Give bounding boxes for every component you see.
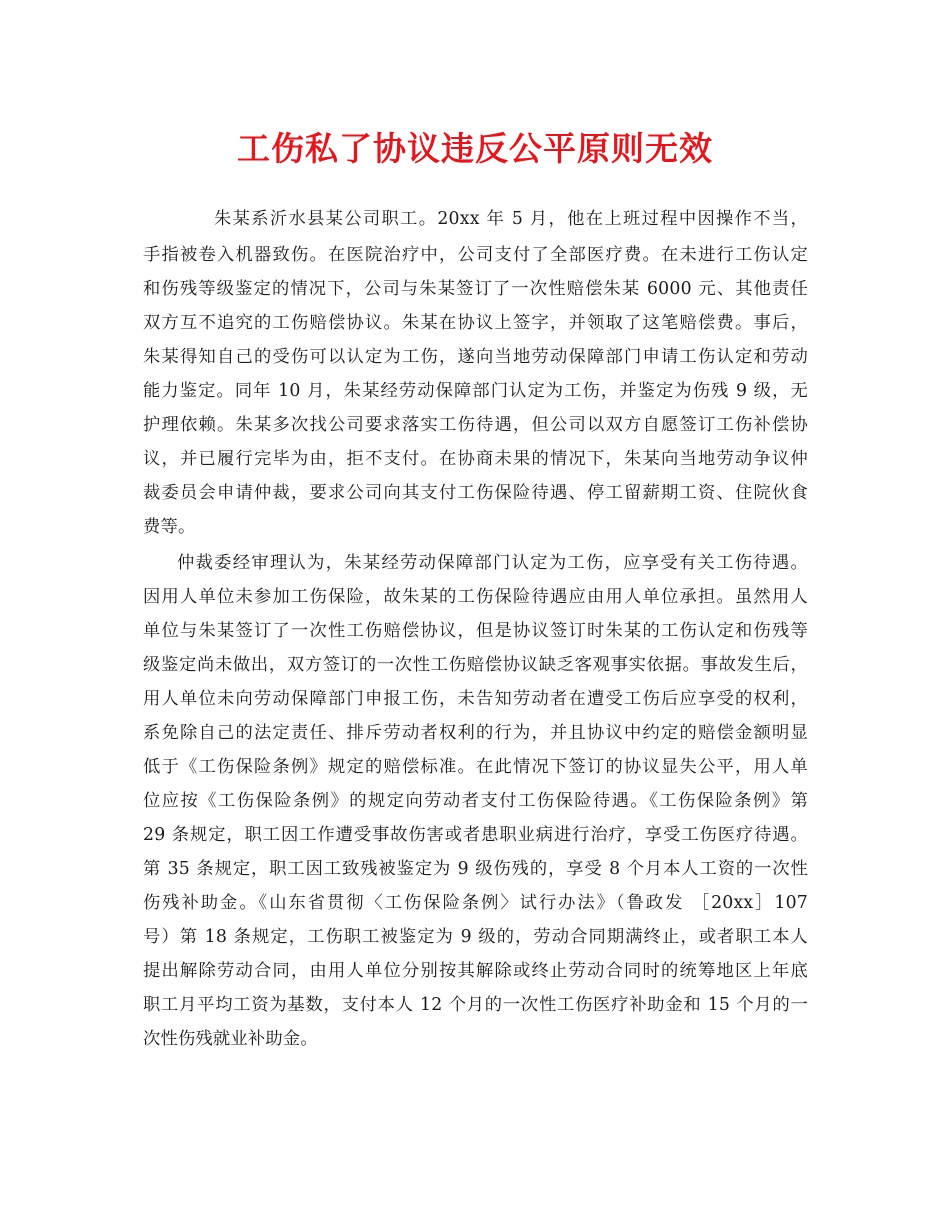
paragraph-2-line-14: 职工月平均工资为基数，支付本人 12 个月的一次性工伤医疗补助金和 15 个月的一 xyxy=(143,995,808,1015)
paragraph-2-line-12: 号）第 18 条规定，工伤职工被鉴定为 9 级的，劳动合同期满终止，或者职工本人 xyxy=(143,927,808,947)
paragraph-2-line-10: 第 35 条规定，职工因工致残被鉴定为 9 级伤残的，享受 8 个月本人工资的一次性 xyxy=(143,859,808,879)
paragraph-1-line-7: 护理依赖。朱某多次找公司要求落实工伤待遇，但公司以双方自愿签订工伤补偿协 xyxy=(143,415,808,435)
paragraph-1-line-2: 手指被卷入机器致伤。在医院治疗中，公司支付了全部医疗费。在未进行工伤认定 xyxy=(143,245,808,265)
paragraph-2-line-1: 仲裁委经审理认为，朱某经劳动保障部门认定为工伤，应享受有关工伤待遇。 xyxy=(177,553,808,573)
paragraph-2-line-9: 29 条规定，职工因工作遭受事故伤害或者患职业病进行治疗，享受工伤医疗待遇。 xyxy=(143,825,808,845)
paragraph-2-line-15: 次性伤残就业补助金。 xyxy=(143,1029,318,1049)
paragraph-1-line-5: 朱某得知自己的受伤可以认定为工伤，遂向当地劳动保障部门申请工伤认定和劳动 xyxy=(143,347,808,367)
paragraph-2-line-11: 伤残补助金。《山东省贯彻〈工伤保险条例〉试行办法》（鲁政发 ［20xx］107 xyxy=(143,893,808,913)
paragraph-1-line-8: 议，并已履行完毕为由，拒不支付。在协商未果的情况下，朱某向当地劳动争议仲 xyxy=(143,449,808,469)
paragraph-2-line-8: 位应按《工伤保险条例》的规定向劳动者支付工伤保险待遇。《工伤保险条例》第 xyxy=(143,791,808,811)
document-title: 工伤私了协议违反公平原则无效 xyxy=(237,129,713,168)
paragraph-2-line-6: 系免除自己的法定责任、排斥劳动者权利的行为，并且协议中约定的赔偿金额明显 xyxy=(143,723,808,743)
paragraph-1-line-10: 费等。 xyxy=(143,517,196,537)
paragraph-2-line-7: 低于《工伤保险条例》规定的赔偿标准。在此情况下签订的协议显失公平，用人单 xyxy=(143,757,808,777)
paragraph-2-line-2: 因用人单位未参加工伤保险，故朱某的工伤保险待遇应由用人单位承担。虽然用人 xyxy=(143,587,808,607)
paragraph-2-line-3: 单位与朱某签订了一次性工伤赔偿协议，但是协议签订时朱某的工伤认定和伤残等 xyxy=(143,621,808,641)
paragraph-2-line-13: 提出解除劳动合同，由用人单位分别按其解除或终止劳动合同时的统筹地区上年底 xyxy=(143,961,808,981)
paragraph-1-line-3: 和伤残等级鉴定的情况下，公司与朱某签订了一次性赔偿朱某 6000 元、其他责任 xyxy=(143,279,808,299)
paragraph-2-line-5: 用人单位未向劳动保障部门申报工伤，未告知劳动者在遭受工伤后应享受的权利， xyxy=(143,689,808,709)
paragraph-1-line-9: 裁委员会申请仲裁，要求公司向其支付工伤保险待遇、停工留薪期工资、住院伙食 xyxy=(143,483,808,503)
paragraph-2-line-4: 级鉴定尚未做出，双方签订的一次性工伤赔偿协议缺乏客观事实依据。事故发生后， xyxy=(143,655,808,675)
paragraph-1-line-6: 能力鉴定。同年 10 月，朱某经劳动保障部门认定为工伤，并鉴定为伤残 9 级，无 xyxy=(143,381,808,401)
paragraph-1-line-1: 朱某系沂水县某公司职工。20xx 年 5 月，他在上班过程中因操作不当， xyxy=(214,209,808,229)
paragraph-1-line-4: 双方互不追究的工伤赔偿协议。朱某在协议上签字，并领取了这笔赔偿费。事后， xyxy=(143,313,808,333)
